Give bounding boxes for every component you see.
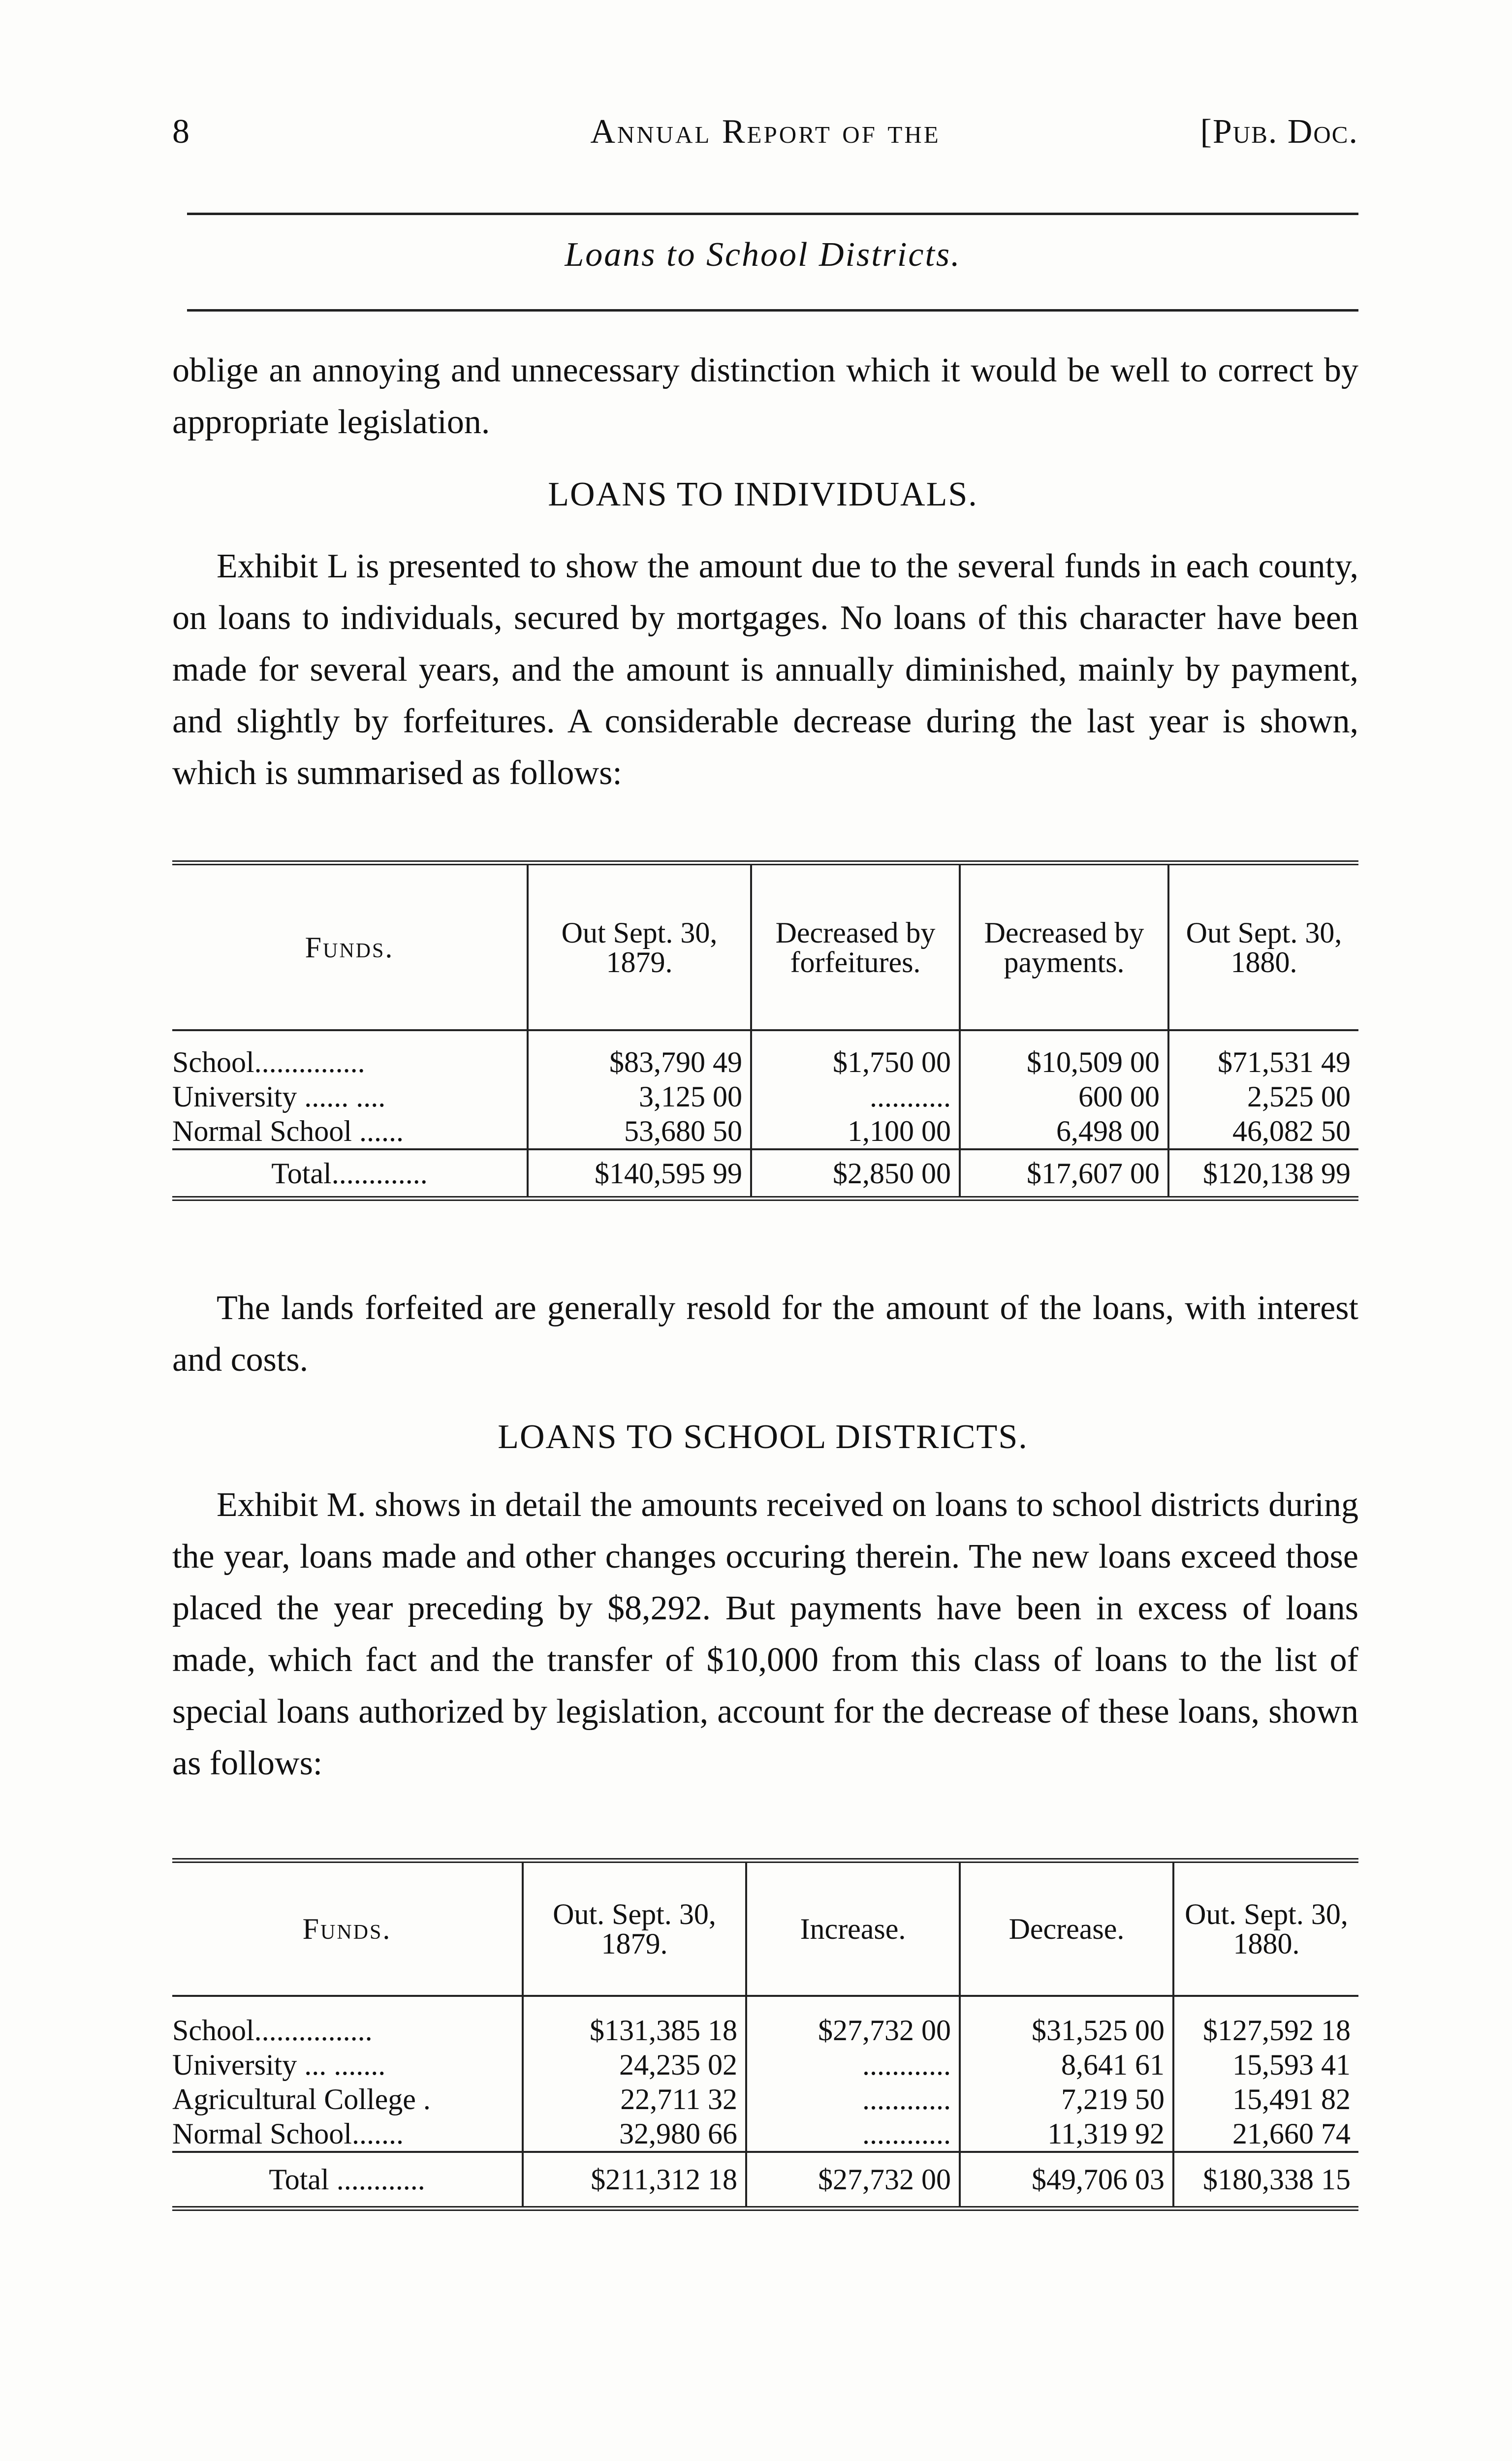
total-row — [172, 2152, 1358, 2209]
table-cell: 53,680 50 — [528, 1114, 751, 1149]
table-cell: 46,082 50 — [1168, 1114, 1358, 1149]
column-header: Decreased by forfeitures. — [751, 863, 960, 1030]
forfeited-text: The lands forfeited are generally resold for the amount of the loans, with interest and costs. — [172, 1289, 1358, 1379]
fund-name: Normal School....... — [172, 2116, 523, 2152]
total-row — [172, 1149, 1358, 1199]
table-cell: $1,750 00 — [751, 1045, 960, 1079]
districts-paragraph — [172, 1479, 1358, 1789]
table-header-row — [172, 863, 1358, 1030]
total-label: Total ............ — [269, 2163, 425, 2196]
table-cell: $2,850 00 — [751, 1149, 960, 1199]
table-cell: $127,592 18 — [1173, 2013, 1358, 2048]
column-header: Out Sept. 30, 1880. — [1168, 863, 1358, 1030]
running-header — [172, 112, 1358, 157]
table-cell: $27,732 00 — [746, 2013, 960, 2048]
table-cell: ............ — [746, 2116, 960, 2152]
table-cell: ........... — [751, 1079, 960, 1114]
fund-name: University ... ....... — [172, 2049, 386, 2081]
column-header: Out Sept. 30, 1879. — [528, 863, 751, 1030]
table-cell: $27,732 00 — [746, 2152, 960, 2209]
table-cell: 600 00 — [960, 1079, 1168, 1114]
table-cell: 3,125 00 — [528, 1079, 751, 1114]
fund-name: Normal School ...... — [172, 1114, 528, 1149]
report-title: Annual Report of the — [590, 113, 941, 151]
total-label: Total............. — [271, 1157, 428, 1190]
table-cell: 24,235 02 — [523, 2048, 746, 2082]
column-header: Funds. — [172, 1861, 523, 1996]
table-header-row — [172, 1861, 1358, 1996]
fund-name: Agricultural College . — [172, 2083, 431, 2115]
districts-heading: LOANS TO SCHOOL DISTRICTS. — [498, 1418, 1028, 1456]
districts-text: Exhibit M. shows in detail the amounts received on loans to school districts during the year, loans made and other changes occuring therein. The new loans exceed those placed the year preceding by $8,292. But payments have been in excess of loans made, which fact and the transfer of $10,000 from this class of loans to the list of special loans authorized by legislation, account for the decrease of these loans, shown as follows: — [172, 1486, 1358, 1782]
subheading-rule — [187, 309, 1358, 312]
column-header: Funds. — [172, 863, 528, 1030]
table-row — [172, 2013, 1358, 2048]
table-cell: ............ — [746, 2048, 960, 2082]
table-row — [172, 1114, 1358, 1149]
column-header: Out. Sept. 30, 1879. — [523, 1861, 746, 1996]
forfeited-paragraph — [172, 1282, 1358, 1386]
table-cell: $83,790 49 — [528, 1045, 751, 1079]
document-page — [167, 0, 1358, 2461]
table-cell: 1,100 00 — [751, 1114, 960, 1149]
column-header: Decreased by payments. — [960, 863, 1168, 1030]
table-row — [172, 1079, 1358, 1114]
table-cell: $120,138 99 — [1168, 1149, 1358, 1199]
table-row — [172, 2082, 1358, 2116]
section-subheading: Loans to School Districts. — [565, 236, 961, 274]
table-cell: 2,525 00 — [1168, 1079, 1358, 1114]
districts-loan-table — [172, 1858, 1358, 2211]
table-cell: 11,319 92 — [960, 2116, 1173, 2152]
page-number: 8 — [172, 113, 189, 151]
table-cell: 7,219 50 — [960, 2082, 1173, 2116]
table-cell: $211,312 18 — [523, 2152, 746, 2209]
fund-name: School................ — [172, 2014, 373, 2047]
table-cell: $49,706 03 — [960, 2152, 1173, 2209]
individuals-heading: LOANS TO INDIVIDUALS. — [548, 475, 978, 513]
table-cell: 15,593 41 — [1173, 2048, 1358, 2082]
table-cell: $17,607 00 — [960, 1149, 1168, 1199]
table-cell: $71,531 49 — [1168, 1045, 1358, 1079]
column-header: Increase. — [746, 1861, 960, 1996]
table-row — [172, 2116, 1358, 2152]
header-rule — [187, 213, 1358, 215]
table-cell: $180,338 15 — [1173, 2152, 1358, 2209]
table-cell: ............ — [746, 2082, 960, 2116]
fund-name: School............... — [172, 1046, 365, 1078]
table-cell: 8,641 61 — [960, 2048, 1173, 2082]
table-row — [172, 1045, 1358, 1079]
intro-paragraph — [172, 345, 1358, 448]
table-cell: $31,525 00 — [960, 2013, 1173, 2048]
intro-text: oblige an annoying and unnecessary distinction which it would be well to correct by appropriate legislation. — [172, 351, 1358, 441]
individuals-loan-table — [172, 860, 1358, 1201]
document-label: [Pub. Doc. — [1200, 113, 1358, 151]
column-header: Out. Sept. 30, 1880. — [1173, 1861, 1358, 1996]
column-header: Decrease. — [960, 1861, 1173, 1996]
table-cell: 6,498 00 — [960, 1114, 1168, 1149]
table-cell: 22,711 32 — [523, 2082, 746, 2116]
table-cell: 15,491 82 — [1173, 2082, 1358, 2116]
table-cell: $131,385 18 — [523, 2013, 746, 2048]
individuals-text: Exhibit L is presented to show the amount due to the several funds in each county, on loans to individuals, secured by mortgages. No loans of this character have been made for several years, and the amount is annually diminished, mainly by payment, and slightly by forfeitures. A considerable decrease during the last year is shown, which is summarised as follows: — [172, 547, 1358, 792]
individuals-paragraph — [172, 540, 1358, 799]
table-cell: 32,980 66 — [523, 2116, 746, 2152]
table-cell: $140,595 99 — [528, 1149, 751, 1199]
table-cell: $10,509 00 — [960, 1045, 1168, 1079]
table-cell: 21,660 74 — [1173, 2116, 1358, 2152]
fund-name: University ...... .... — [172, 1080, 386, 1113]
table-row — [172, 2048, 1358, 2082]
